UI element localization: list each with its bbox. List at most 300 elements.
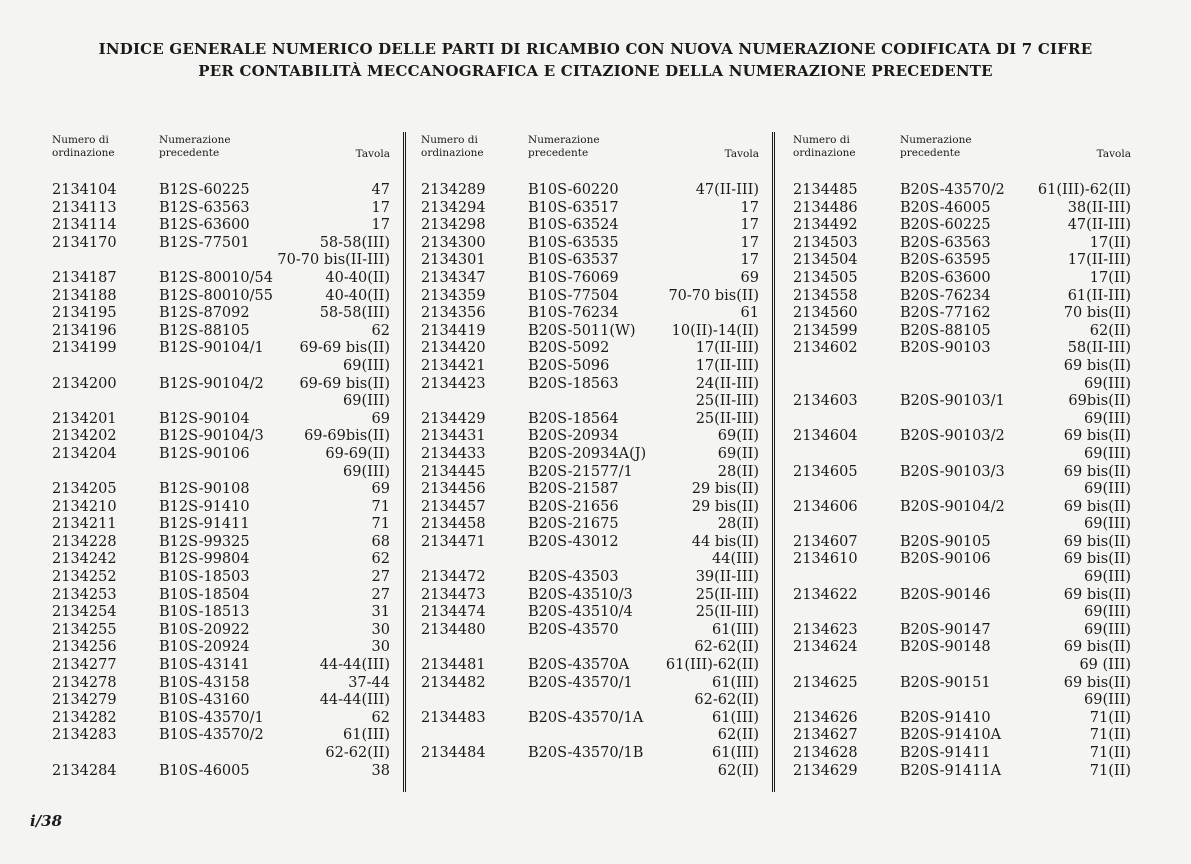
table-row [793, 657, 1131, 675]
cell-tavola: 47 [371, 182, 390, 198]
cell-numero: 2134294 [421, 199, 486, 216]
cell-tavola: 62(II) [1089, 322, 1131, 339]
cell-numero: 2134202 [52, 428, 117, 445]
table-row [52, 376, 390, 394]
cell-precedente: B12S-88105 [159, 322, 250, 339]
cell-numero: 2134429 [421, 410, 486, 427]
cell-numero: 2134200 [52, 375, 117, 392]
table-row [52, 551, 390, 569]
cell-numero: 2134492 [793, 217, 858, 234]
cell-tavola: 62-62(II) [694, 692, 759, 709]
table-row [52, 534, 390, 552]
table-row [793, 569, 1131, 587]
cell-tavola: 10(II)-14(II) [671, 322, 759, 339]
table-row [421, 622, 759, 640]
header-precedente-line2: precedente [528, 147, 589, 159]
index-column-3 [793, 132, 1131, 780]
cell-tavola: 69(III) [1084, 621, 1131, 638]
cell-tavola: 69 [371, 410, 390, 427]
cell-tavola: 69-69bis(II) [304, 428, 390, 445]
header-tavola: Tavola [1096, 148, 1131, 160]
table-row [52, 428, 390, 446]
cell-tavola: 17 [371, 199, 390, 216]
cell-numero: 2134482 [421, 674, 486, 691]
cell-numero: 2134473 [421, 586, 486, 603]
cell-tavola: 58-58(III) [319, 234, 390, 251]
cell-numero: 2134626 [793, 709, 858, 726]
cell-tavola: 69(III) [343, 357, 390, 374]
cell-tavola: 69-69 bis(II) [299, 375, 390, 392]
header-numero-line1: Numero di [421, 134, 478, 146]
cell-tavola: 62 [371, 551, 390, 568]
cell-numero: 2134560 [793, 305, 858, 322]
cell-precedente: B20S-63600 [900, 269, 991, 286]
cell-numero: 2134201 [52, 410, 117, 427]
cell-tavola: 44 bis(II) [691, 533, 759, 550]
table-row [52, 270, 390, 288]
cell-precedente: B20S-43570/1 [528, 674, 633, 691]
cell-tavola: 24(II-III) [695, 375, 759, 392]
cell-tavola: 69 bis(II) [1063, 639, 1131, 656]
cell-tavola: 61(III)-62(II) [1037, 182, 1131, 198]
cell-tavola: 62(II) [717, 762, 759, 779]
cell-tavola: 69(II) [717, 445, 759, 462]
index-column-1 [52, 132, 390, 780]
cell-precedente: B10S-18513 [159, 604, 250, 621]
cell-tavola: 70-70 bis(II) [668, 287, 759, 304]
table-row [793, 481, 1131, 499]
cell-numero: 2134300 [421, 234, 486, 251]
cell-numero: 2134255 [52, 621, 117, 638]
cell-numero: 2134610 [793, 551, 858, 568]
cell-numero: 2134456 [421, 481, 486, 498]
cell-precedente: B20S-5096 [528, 357, 610, 374]
cell-tavola: 71 [371, 498, 390, 515]
cell-tavola: 69(III) [343, 463, 390, 480]
cell-numero: 2134421 [421, 357, 486, 374]
cell-numero: 2134113 [52, 199, 117, 216]
cell-tavola: 68 [371, 533, 390, 550]
cell-tavola: 69(III) [1084, 481, 1131, 498]
title-line-1: INDICE GENERALE NUMERICO DELLE PARTI DI RICAMBIO CON NUOVA NUMERAZIONE CODIFICATA DI 7 CIFRE [98, 40, 1093, 58]
table-row [793, 217, 1131, 235]
cell-precedente: B10S-77504 [528, 287, 619, 304]
table-row [421, 481, 759, 499]
table-row [793, 710, 1131, 728]
cell-precedente: B20S-90147 [900, 621, 991, 638]
header-numero [421, 134, 484, 160]
cell-tavola: 17 [740, 234, 759, 251]
table-row [421, 305, 759, 323]
cell-tavola: 17(II-III) [1067, 252, 1131, 269]
cell-numero: 2134205 [52, 481, 117, 498]
cell-tavola: 17(II) [1089, 234, 1131, 251]
cell-numero: 2134606 [793, 498, 858, 515]
cell-tavola: 61(III) [712, 745, 759, 761]
cell-precedente: B12S-99325 [159, 533, 250, 550]
cell-precedente: B20S-21675 [528, 516, 619, 533]
table-row [421, 745, 759, 763]
cell-precedente: B20S-91410 [900, 709, 991, 726]
header-numero [52, 134, 115, 160]
cell-numero: 2134486 [793, 199, 858, 216]
table-row [793, 200, 1131, 218]
cell-tavola: 69(III) [343, 393, 390, 410]
cell-numero: 2134289 [421, 182, 486, 198]
cell-tavola: 38 [371, 762, 390, 779]
header-tavola: Tavola [355, 148, 390, 160]
cell-precedente: B10S-76234 [528, 305, 619, 322]
cell-tavola: 69(III) [1084, 692, 1131, 709]
cell-tavola: 58(II-III) [1067, 340, 1131, 357]
cell-numero: 2134278 [52, 674, 117, 691]
table-row [793, 288, 1131, 306]
cell-tavola: 71(II) [1089, 745, 1131, 761]
cell-precedente: B12S-87092 [159, 305, 250, 322]
header-numero-line2: ordinazione [52, 147, 115, 159]
cell-tavola: 44(III) [712, 551, 759, 568]
cell-tavola: 69(III) [1084, 516, 1131, 533]
cell-tavola: 69(III) [1084, 375, 1131, 392]
cell-tavola: 25(II-III) [695, 604, 759, 621]
cell-precedente: B20S-90146 [900, 586, 991, 603]
header-precedente-line1: Numerazione [159, 134, 231, 146]
header-numero-line2: ordinazione [793, 147, 856, 159]
cell-tavola: 69 bis(II) [1063, 463, 1131, 480]
cell-tavola: 17 [740, 252, 759, 269]
cell-tavola: 17(II) [1089, 269, 1131, 286]
cell-tavola: 17 [740, 217, 759, 234]
cell-numero: 2134431 [421, 428, 486, 445]
cell-tavola: 69 [371, 481, 390, 498]
cell-numero: 2134629 [793, 762, 858, 779]
cell-numero: 2134254 [52, 604, 117, 621]
cell-precedente: B10S-63535 [528, 234, 619, 251]
table-row [52, 446, 390, 464]
table-row [793, 340, 1131, 358]
table-row [793, 499, 1131, 517]
table-row [52, 305, 390, 323]
cell-numero: 2134114 [52, 217, 117, 234]
cell-numero: 2134242 [52, 551, 117, 568]
table-row [52, 516, 390, 534]
title-line-2: PER CONTABILITÀ MECCANOGRAFICA E CITAZIONE DELLA NUMERAZIONE PRECEDENTE [198, 62, 993, 80]
cell-precedente: B20S-21656 [528, 498, 619, 515]
table-row [793, 727, 1131, 745]
cell-numero: 2134210 [52, 498, 117, 515]
cell-tavola: 17(II-III) [695, 340, 759, 357]
column-header [793, 132, 1131, 182]
cell-precedente: B10S-18504 [159, 586, 250, 603]
cell-precedente: B20S-90106 [900, 551, 991, 568]
cell-precedente: B20S-21577/1 [528, 463, 633, 480]
cell-numero: 2134347 [421, 269, 486, 286]
table-row [793, 323, 1131, 341]
cell-tavola: 69 (III) [1079, 657, 1131, 674]
table-row [421, 710, 759, 728]
cell-tavola: 69 bis(II) [1063, 357, 1131, 374]
cell-precedente: B20S-90103/1 [900, 393, 1005, 410]
cell-precedente: B20S-76234 [900, 287, 991, 304]
cell-tavola: 61(III) [712, 709, 759, 726]
table-row [793, 763, 1131, 781]
table-row [421, 657, 759, 675]
cell-tavola: 71(II) [1089, 762, 1131, 779]
cell-precedente: B20S-18563 [528, 375, 619, 392]
table-row [793, 745, 1131, 763]
index-column-2 [421, 132, 759, 780]
table-row [52, 692, 390, 710]
table-row [52, 481, 390, 499]
cell-numero: 2134283 [52, 727, 117, 744]
cell-precedente: B20S-77162 [900, 305, 991, 322]
cell-tavola: 62-62(II) [325, 745, 390, 761]
cell-tavola: 62-62(II) [694, 639, 759, 656]
table-row [52, 340, 390, 358]
cell-numero: 2134252 [52, 569, 117, 586]
table-row [421, 675, 759, 693]
cell-numero: 2134480 [421, 621, 486, 638]
cell-precedente: B20S-90103/2 [900, 428, 1005, 445]
cell-tavola: 47(II-III) [695, 182, 759, 198]
cell-precedente: B20S-90104/2 [900, 498, 1005, 515]
table-row [52, 235, 390, 253]
header-numero-line2: ordinazione [421, 147, 484, 159]
cell-precedente: B12S-63563 [159, 199, 250, 216]
cell-numero: 2134505 [793, 269, 858, 286]
table-row [793, 446, 1131, 464]
table-row [793, 393, 1131, 411]
table-row [793, 675, 1131, 693]
cell-numero: 2134604 [793, 428, 858, 445]
table-row [421, 323, 759, 341]
cell-numero: 2134277 [52, 657, 117, 674]
cell-numero: 2134195 [52, 305, 117, 322]
table-row [793, 464, 1131, 482]
table-row [421, 604, 759, 622]
cell-numero: 2134211 [52, 516, 117, 533]
cell-tavola: 44-44(III) [319, 692, 390, 709]
cell-precedente: B20S-43570/1A [528, 709, 644, 726]
table-row [421, 252, 759, 270]
table-row [52, 587, 390, 605]
cell-numero: 2134104 [52, 182, 117, 198]
table-row [421, 516, 759, 534]
cell-tavola: 28(II) [717, 463, 759, 480]
table-row [52, 604, 390, 622]
cell-numero: 2134420 [421, 340, 486, 357]
table-row [52, 710, 390, 728]
cell-precedente: B20S-21587 [528, 481, 619, 498]
cell-precedente: B20S-43570A [528, 657, 630, 674]
table-row [52, 182, 390, 200]
cell-precedente: B10S-76069 [528, 269, 619, 286]
cell-tavola: 17 [371, 217, 390, 234]
cell-tavola: 69 bis(II) [1063, 674, 1131, 691]
table-row [421, 499, 759, 517]
cell-numero: 2134481 [421, 657, 486, 674]
table-row [421, 587, 759, 605]
table-row [52, 763, 390, 781]
table-row [52, 745, 390, 763]
cell-tavola: 47(II-III) [1067, 217, 1131, 234]
table-row [52, 639, 390, 657]
cell-precedente: B12S-90104 [159, 410, 250, 427]
table-row [793, 692, 1131, 710]
cell-precedente: B12S-77501 [159, 234, 250, 251]
cell-tavola: 40-40(II) [325, 287, 390, 304]
header-numero [793, 134, 856, 160]
cell-precedente: B20S-91411 [900, 745, 991, 761]
cell-numero: 2134188 [52, 287, 117, 304]
cell-numero: 2134256 [52, 639, 117, 656]
cell-numero: 2134607 [793, 533, 858, 550]
cell-numero: 2134622 [793, 586, 858, 603]
cell-tavola: 40-40(II) [325, 269, 390, 286]
cell-tavola: 69(III) [1084, 569, 1131, 586]
table-row [52, 323, 390, 341]
table-row [421, 393, 759, 411]
header-precedente-line2: precedente [159, 147, 220, 159]
table-row [421, 358, 759, 376]
cell-precedente: B20S-91411A [900, 762, 1002, 779]
cell-tavola: 71(II) [1089, 727, 1131, 744]
cell-numero: 2134187 [52, 269, 117, 286]
cell-precedente: B10S-43160 [159, 692, 250, 709]
table-row [793, 182, 1131, 200]
cell-tavola: 71 [371, 516, 390, 533]
table-row [52, 393, 390, 411]
header-tavola: Tavola [724, 148, 759, 160]
table-row [52, 675, 390, 693]
table-row [52, 411, 390, 429]
header-precedente-line1: Numerazione [528, 134, 600, 146]
table-row [421, 551, 759, 569]
page-title [0, 38, 1191, 82]
cell-precedente: B10S-18503 [159, 569, 250, 586]
cell-numero: 2134298 [421, 217, 486, 234]
cell-tavola: 39(II-III) [695, 569, 759, 586]
cell-precedente: B12S-90108 [159, 481, 250, 498]
cell-numero: 2134602 [793, 340, 858, 357]
column-header [421, 132, 759, 182]
cell-tavola: 58-58(III) [319, 305, 390, 322]
table-row [793, 551, 1131, 569]
cell-numero: 2134356 [421, 305, 486, 322]
table-row [421, 200, 759, 218]
cell-precedente: B10S-20922 [159, 621, 250, 638]
cell-precedente: B20S-43012 [528, 533, 619, 550]
cell-numero: 2134433 [421, 445, 486, 462]
cell-numero: 2134472 [421, 569, 486, 586]
cell-precedente: B20S-43570/2 [900, 182, 1005, 198]
cell-numero: 2134196 [52, 322, 117, 339]
table-row [421, 411, 759, 429]
cell-precedente: B12S-99804 [159, 551, 250, 568]
cell-precedente: B10S-63517 [528, 199, 619, 216]
cell-precedente: B12S-90104/1 [159, 340, 264, 357]
cell-tavola: 70-70 bis(II-III) [277, 252, 390, 269]
cell-tavola: 17(II-III) [695, 357, 759, 374]
cell-precedente: B12S-80010/55 [159, 287, 273, 304]
cell-precedente: B20S-5092 [528, 340, 610, 357]
cell-numero: 2134199 [52, 340, 117, 357]
table-row [421, 464, 759, 482]
cell-numero: 2134503 [793, 234, 858, 251]
table-row [52, 499, 390, 517]
table-row [793, 622, 1131, 640]
cell-numero: 2134623 [793, 621, 858, 638]
cell-numero: 2134301 [421, 252, 486, 269]
cell-tavola: 69(III) [1084, 445, 1131, 462]
cell-precedente: B20S-88105 [900, 322, 991, 339]
table-row [421, 534, 759, 552]
cell-numero: 2134282 [52, 709, 117, 726]
cell-tavola: 37-44 [348, 674, 390, 691]
table-row [421, 763, 759, 781]
cell-numero: 2134605 [793, 463, 858, 480]
cell-tavola: 61 [740, 305, 759, 322]
cell-tavola: 69 bis(II) [1063, 498, 1131, 515]
table-row [421, 288, 759, 306]
cell-tavola: 61(III)-62(II) [665, 657, 759, 674]
column-divider [403, 132, 406, 792]
table-row [793, 305, 1131, 323]
column-divider [772, 132, 775, 792]
header-numero-line1: Numero di [793, 134, 850, 146]
cell-numero: 2134204 [52, 445, 117, 462]
table-row [421, 217, 759, 235]
cell-precedente: B12S-90104/2 [159, 375, 264, 392]
table-row [793, 516, 1131, 534]
cell-tavola: 28(II) [717, 516, 759, 533]
cell-tavola: 69-69(II) [325, 445, 390, 462]
cell-precedente: B20S-43503 [528, 569, 619, 586]
cell-numero: 2134457 [421, 498, 486, 515]
cell-tavola: 27 [371, 569, 390, 586]
cell-precedente: B20S-60225 [900, 217, 991, 234]
cell-precedente: B10S-63537 [528, 252, 619, 269]
cell-tavola: 69 [740, 269, 759, 286]
cell-precedente: B20S-20934 [528, 428, 619, 445]
cell-precedente: B20S-20934A(J) [528, 445, 647, 462]
cell-precedente: B20S-90105 [900, 533, 991, 550]
cell-precedente: B10S-43141 [159, 657, 250, 674]
cell-numero: 2134504 [793, 252, 858, 269]
cell-tavola: 61(III) [712, 674, 759, 691]
cell-precedente: B20S-63595 [900, 252, 991, 269]
cell-precedente: B20S-91410A [900, 727, 1002, 744]
table-row [793, 534, 1131, 552]
cell-tavola: 38(II-III) [1067, 199, 1131, 216]
header-precedente [528, 134, 600, 160]
cell-tavola: 71(II) [1089, 709, 1131, 726]
header-precedente [159, 134, 231, 160]
cell-precedente: B20S-90103 [900, 340, 991, 357]
cell-tavola: 31 [371, 604, 390, 621]
cell-tavola: 70 bis(II) [1063, 305, 1131, 322]
cell-precedente: B10S-63524 [528, 217, 619, 234]
header-precedente-line2: precedente [900, 147, 961, 159]
cell-numero: 2134485 [793, 182, 858, 198]
table-row [793, 428, 1131, 446]
cell-numero: 2134628 [793, 745, 858, 761]
cell-numero: 2134624 [793, 639, 858, 656]
cell-precedente: B12S-80010/54 [159, 269, 273, 286]
cell-tavola: 29 bis(II) [691, 498, 759, 515]
table-row [421, 182, 759, 200]
header-precedente-line1: Numerazione [900, 134, 972, 146]
